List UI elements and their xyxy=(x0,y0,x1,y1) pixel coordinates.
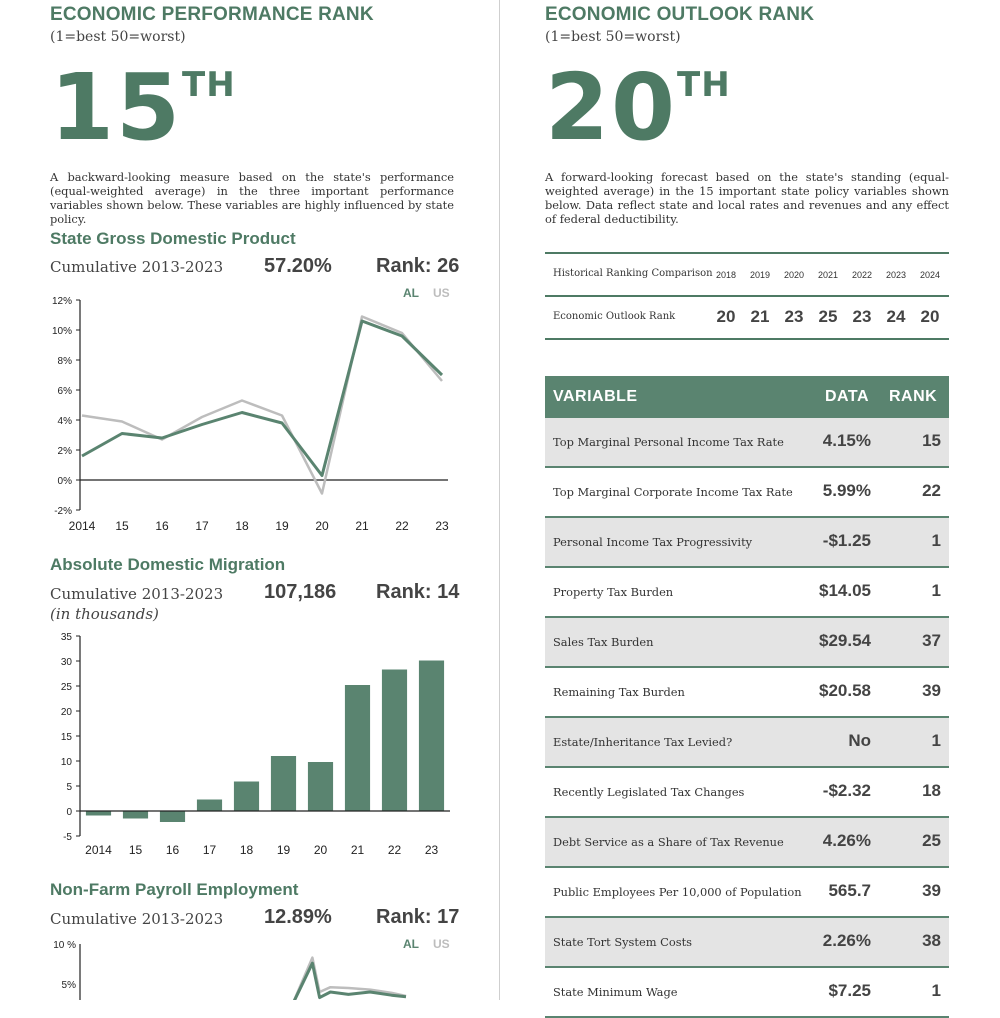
payroll-chart-title: Non-Farm Payroll Employment xyxy=(50,880,299,899)
migration-value: 107,186 xyxy=(264,581,337,603)
history-year: 2024 xyxy=(919,270,941,280)
table-row xyxy=(545,618,949,668)
history-mid-rule xyxy=(545,295,949,297)
history-header-label: Historical Ranking Comparison xyxy=(553,268,713,279)
outlook-description: A forward-looking forecast based on the state's standing (equal-weighted average) in the 15 important state policy variables shown below. Data reflect state and local rates and revenues and any effect of federal deductibility. xyxy=(545,170,949,226)
x-tick-label: 22 xyxy=(395,519,409,533)
table-row xyxy=(545,668,949,718)
y-tick-label: 0% xyxy=(57,476,72,487)
variable-rank: 1 xyxy=(931,981,941,1000)
gdp-rank: Rank: 26 xyxy=(376,255,460,277)
bar xyxy=(86,811,111,816)
variable-table-header xyxy=(545,376,949,418)
y-tick-label: 4% xyxy=(57,416,72,427)
y-tick-label: 25 xyxy=(60,682,72,693)
bar xyxy=(160,811,185,822)
table-row xyxy=(545,418,949,468)
table-row xyxy=(545,868,949,918)
history-year: 2019 xyxy=(749,270,771,280)
y-tick-label: 2% xyxy=(57,446,72,457)
variable-rank: 37 xyxy=(922,631,941,650)
payroll-legend-us: US xyxy=(433,937,450,951)
col-rank-header: RANK xyxy=(889,388,938,405)
variable-name: Top Marginal Corporate Income Tax Rate xyxy=(553,485,793,499)
variable-name: Top Marginal Personal Income Tax Rate xyxy=(553,435,784,449)
migration-rank: Rank: 14 xyxy=(376,581,460,603)
outlook-scale-note: (1=best 50=worst) xyxy=(545,29,681,45)
column-divider xyxy=(499,0,500,1000)
variable-data: $14.05 xyxy=(819,581,871,600)
history-years xyxy=(709,270,947,280)
x-tick-label: 22 xyxy=(387,843,402,857)
series-line-al xyxy=(82,321,442,476)
gdp-legend-al: AL xyxy=(403,286,419,300)
x-tick-label: 23 xyxy=(435,519,449,533)
history-value: 20 xyxy=(716,307,736,326)
variable-rank: 38 xyxy=(922,931,941,950)
variable-name: Property Tax Burden xyxy=(553,585,674,599)
x-tick-label: 18 xyxy=(235,519,249,533)
x-tick-label: 18 xyxy=(239,843,254,857)
y-tick-label: 35 xyxy=(60,632,72,643)
table-row xyxy=(545,768,949,818)
gdp-cumulative-label: Cumulative 2013-2023 xyxy=(50,258,224,276)
x-tick-label: 19 xyxy=(275,519,289,533)
outlook-rank-title: ECONOMIC OUTLOOK RANK xyxy=(545,4,815,25)
x-tick-label: 17 xyxy=(195,519,209,533)
x-tick-label: 21 xyxy=(350,843,365,857)
variable-data: 4.26% xyxy=(822,831,871,850)
variable-data: 4.15% xyxy=(822,431,871,450)
history-value: 23 xyxy=(852,307,872,326)
history-value: 21 xyxy=(750,307,770,326)
y-tick-label: 10 xyxy=(60,757,72,768)
outlook-rank-value xyxy=(545,54,731,161)
history-top-rule xyxy=(545,252,949,254)
history-year: 2018 xyxy=(715,270,737,280)
x-tick-label: 2014 xyxy=(68,519,96,533)
variable-name: Remaining Tax Burden xyxy=(553,685,685,699)
gdp-legend-us: US xyxy=(433,286,450,300)
variable-data: $7.25 xyxy=(828,981,871,1000)
series-line-us xyxy=(82,317,442,494)
history-year: 2021 xyxy=(817,270,839,280)
variable-rank: 1 xyxy=(931,581,941,600)
variable-data: 5.99% xyxy=(822,481,871,500)
variable-data: -$2.32 xyxy=(822,781,871,800)
y-tick-label: 15 xyxy=(60,732,72,743)
y-tick-label: 8% xyxy=(57,356,72,367)
variable-name: Public Employees Per 10,000 of Population xyxy=(553,885,802,899)
payroll-value: 12.89% xyxy=(264,906,332,928)
performance-rank-suffix: TH xyxy=(182,65,236,105)
y-tick-label: 20 xyxy=(60,707,72,718)
table-row xyxy=(545,568,949,618)
variable-name: Recently Legislated Tax Changes xyxy=(553,785,745,799)
history-row-label: Economic Outlook Rank xyxy=(553,311,676,322)
history-year: 2020 xyxy=(783,270,805,280)
history-values xyxy=(709,307,947,327)
y-tick-label: 12% xyxy=(51,296,72,307)
y-tick-label: 6% xyxy=(57,386,72,397)
migration-unit-note: (in thousands) xyxy=(50,605,159,623)
x-tick-label: 15 xyxy=(128,843,143,857)
migration-bar-chart xyxy=(40,628,460,860)
bar xyxy=(308,762,333,811)
gdp-value: 57.20% xyxy=(264,255,332,277)
variable-rank: 1 xyxy=(931,731,941,750)
variable-name: State Minimum Wage xyxy=(553,985,678,999)
x-tick-label: 19 xyxy=(276,843,291,857)
variable-data: $20.58 xyxy=(819,681,871,700)
history-value: 24 xyxy=(886,307,906,326)
migration-chart-title: Absolute Domestic Migration xyxy=(50,555,286,574)
x-tick-label: 20 xyxy=(315,519,329,533)
x-tick-label: 23 xyxy=(424,843,439,857)
bar xyxy=(419,661,444,812)
bar xyxy=(234,782,259,812)
x-tick-label: 2014 xyxy=(85,843,112,857)
outlook-rank-suffix: TH xyxy=(677,65,731,105)
y-tick-label: 5 xyxy=(66,782,72,793)
variable-rank: 39 xyxy=(922,681,941,700)
variable-name: Sales Tax Burden xyxy=(553,635,654,649)
performance-rank-title: ECONOMIC PERFORMANCE RANK xyxy=(50,4,374,25)
x-tick-label: 21 xyxy=(355,519,369,533)
variable-data: No xyxy=(848,731,871,750)
variable-data: $29.54 xyxy=(819,631,871,650)
performance-scale-note: (1=best 50=worst) xyxy=(50,29,186,45)
variable-rank: 39 xyxy=(922,881,941,900)
variable-rank: 18 xyxy=(922,781,941,800)
variable-rank: 1 xyxy=(931,531,941,550)
variable-rank: 15 xyxy=(922,431,941,450)
y-tick-label: -5 xyxy=(63,832,72,843)
x-tick-label: 16 xyxy=(155,519,169,533)
bar xyxy=(345,685,370,811)
migration-cumulative-label: Cumulative 2013-2023 xyxy=(50,585,224,603)
history-value: 20 xyxy=(920,307,940,326)
series-line-al xyxy=(291,963,406,1000)
history-year: 2022 xyxy=(851,270,873,280)
payroll-cumulative-label: Cumulative 2013-2023 xyxy=(50,910,224,928)
history-value: 25 xyxy=(818,307,838,326)
variable-name: State Tort System Costs xyxy=(553,935,692,949)
table-row xyxy=(545,518,949,568)
table-row xyxy=(545,718,949,768)
payroll-rank: Rank: 17 xyxy=(376,906,460,928)
variable-rank: 22 xyxy=(922,481,941,500)
variable-data: 565.7 xyxy=(828,881,871,900)
gdp-chart-title: State Gross Domestic Product xyxy=(50,229,296,248)
payroll-legend-al: AL xyxy=(403,937,419,951)
y-tick-label: 30 xyxy=(60,657,72,668)
col-variable-header: VARIABLE xyxy=(553,388,638,405)
performance-rank-value xyxy=(50,54,236,161)
y-tick-label: 10% xyxy=(51,326,72,337)
history-value: 23 xyxy=(784,307,804,326)
gdp-line-chart xyxy=(40,292,460,536)
table-row xyxy=(545,968,949,1018)
y-tick-label: -2% xyxy=(54,506,72,517)
y-tick-label: 10 % xyxy=(53,940,76,951)
outlook-rank-number: 20 xyxy=(545,54,678,161)
variable-data: 2.26% xyxy=(822,931,871,950)
payroll-line-chart xyxy=(40,934,460,1000)
bar xyxy=(382,670,407,812)
history-bottom-rule xyxy=(545,338,949,340)
bar xyxy=(197,800,222,812)
variable-rank: 25 xyxy=(922,831,941,850)
variable-name: Personal Income Tax Progressivity xyxy=(553,535,753,549)
bar xyxy=(123,811,148,819)
bar xyxy=(271,756,296,811)
table-row xyxy=(545,468,949,518)
table-row xyxy=(545,918,949,968)
history-year: 2023 xyxy=(885,270,907,280)
col-data-header: DATA xyxy=(825,388,870,405)
x-tick-label: 17 xyxy=(202,843,217,857)
variable-name: Estate/Inheritance Tax Levied? xyxy=(553,735,733,749)
performance-description: A backward-looking measure based on the state's performance (equal-weighted average) in the three important performance variables shown below. These variables are highly influenced by state policy. xyxy=(50,170,454,226)
y-tick-label: 5% xyxy=(61,980,76,991)
variable-data: -$1.25 xyxy=(822,531,871,550)
variable-name: Debt Service as a Share of Tax Revenue xyxy=(553,835,784,849)
performance-rank-number: 15 xyxy=(50,54,183,161)
x-tick-label: 16 xyxy=(165,843,180,857)
y-tick-label: 0 xyxy=(66,807,72,818)
x-tick-label: 15 xyxy=(115,519,129,533)
table-row xyxy=(545,818,949,868)
x-tick-label: 20 xyxy=(313,843,328,857)
